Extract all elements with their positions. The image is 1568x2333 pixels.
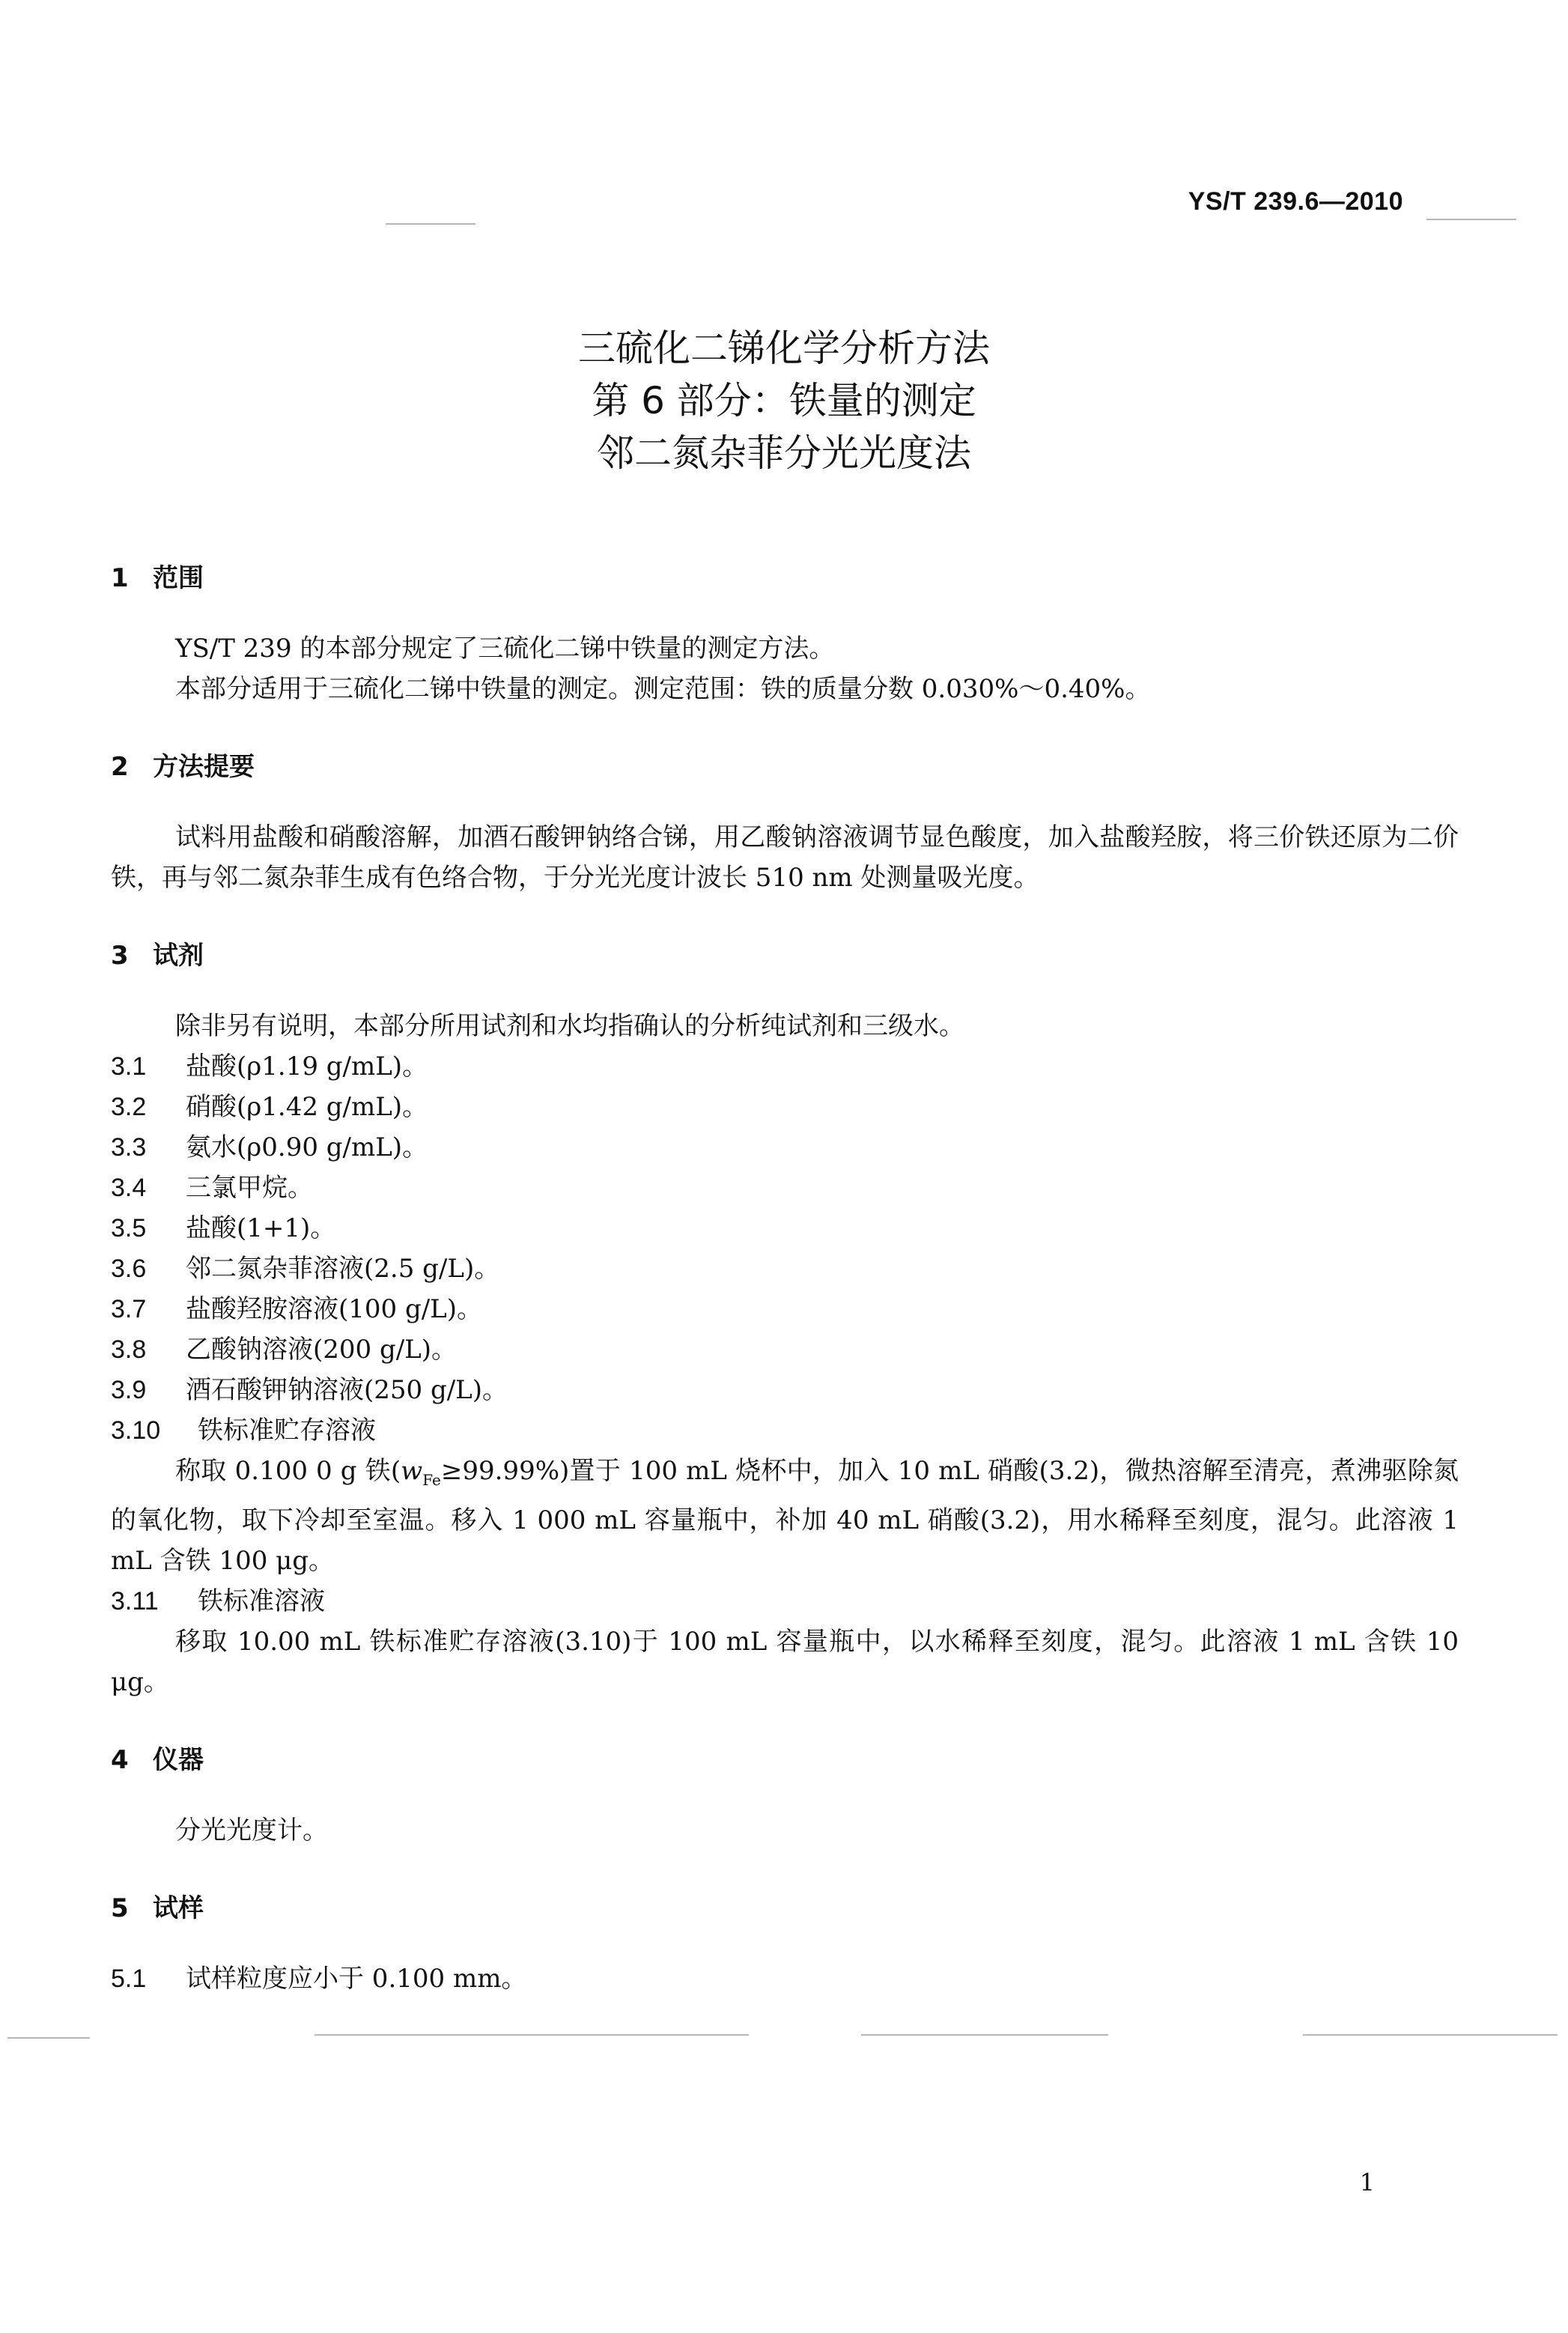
section-title: 试剂 [153,941,204,971]
scan-noise [314,2034,749,2036]
list-item [111,1959,1459,1999]
item-number: 3.1 [111,1052,147,1081]
item-text: 三氯甲烷。 [186,1173,313,1203]
item-text: 硝酸(ρ1.42 g/mL)。 [186,1092,428,1122]
list-item [111,1289,1459,1329]
section-number: 5 [111,1893,129,1923]
item-text: 乙酸钠溶液(200 g/L)。 [186,1335,458,1365]
standard-code: YS/T 239.6—2010 [1188,187,1403,216]
section-number: 4 [111,1744,129,1775]
item-number: 5.1 [111,1964,147,1993]
item-text: 酒石酸钾钠溶液(250 g/L)。 [186,1375,508,1405]
item-number: 3.3 [111,1133,147,1162]
item-number: 3.7 [111,1295,147,1323]
title-line-1: 三硫化二锑化学分析方法 [578,327,990,370]
paragraph: 除非另有说明，本部分所用试剂和水均指确认的分析纯试剂和三级水。 [175,1011,964,1041]
subsection-heading-iron-stock [111,1410,1459,1451]
list-item [111,1087,1459,1127]
list-item [111,1249,1459,1289]
list-item [111,1168,1459,1208]
scan-noise [1426,219,1516,220]
paragraph-iron-stock [111,1451,1459,1581]
section-number: 3 [111,941,129,971]
list-item [111,1329,1459,1370]
item-text: 盐酸(ρ1.19 g/mL)。 [186,1052,428,1081]
scan-noise [861,2034,1108,2036]
section-heading-principle [111,747,1459,787]
paragraph: 试料用盐酸和硝酸溶解，加酒石酸钾钠络合锑，用乙酸钠溶液调节显色酸度，加入盐酸羟胺，将三价铁还原为二价铁，再与邻二氮杂菲生成有色络合物，于分光光度计波长 510 nm 处测量吸光度。 [111,822,1459,893]
section-heading-sample [111,1888,1459,1929]
document-body [111,558,1459,1999]
document-title [0,322,1568,479]
section-heading-scope [111,558,1459,598]
text-part: 称取 0.100 0 g 铁( [175,1456,401,1486]
item-number: 3.8 [111,1335,147,1364]
item-text: 邻二氮杂菲溶液(2.5 g/L)。 [186,1254,500,1284]
list-item [111,1127,1459,1168]
scan-noise [1303,2034,1558,2036]
paragraph: 分光光度计。 [175,1815,328,1845]
item-text: 盐酸(1+1)。 [186,1213,336,1243]
paragraph: YS/T 239 的本部分规定了三硫化二锑中铁量的测定方法。 [175,634,835,664]
section-title: 仪器 [153,1744,204,1775]
list-item [111,1208,1459,1249]
subsection-number: 3.10 [111,1416,161,1445]
scan-noise [386,223,475,225]
title-line-2: 第 6 部分：铁量的测定 [592,379,976,422]
scan-noise [7,2037,90,2039]
item-text: 氨水(ρ0.90 g/mL)。 [186,1132,428,1162]
item-number: 3.2 [111,1093,147,1121]
item-number: 3.5 [111,1214,147,1243]
item-number: 3.9 [111,1376,147,1404]
text-part: ≥99.99%)置于 100 mL 烧杯中，加入 10 mL 硝酸(3.2)，微热溶解至清亮，煮沸驱除氮的氧化物，取下冷却至室温。移入 1 000 mL 容量瓶中，补加 40 mL 硝酸(3.2)，用水稀释至刻度，混匀。此溶液 1 mL 含铁 100 μg。 [111,1456,1459,1576]
section-title: 试样 [153,1893,204,1923]
item-number: 3.6 [111,1255,147,1283]
mass-fraction-subscript: Fe [422,1470,441,1489]
mass-fraction-symbol: w [401,1456,423,1486]
section-number: 1 [111,563,129,593]
page-number: 1 [1359,2168,1375,2197]
section-title: 方法提要 [153,752,255,782]
section-title: 范围 [153,563,204,593]
section-heading-reagents [111,935,1459,976]
item-text: 试样粒度应小于 0.100 mm。 [186,1963,527,1994]
item-number: 3.4 [111,1174,147,1202]
subsection-number: 3.11 [111,1586,159,1615]
list-item [111,1046,1459,1087]
item-text: 盐酸羟胺溶液(100 g/L)。 [186,1294,483,1324]
paragraph: 移取 10.00 mL 铁标准贮存溶液(3.10)于 100 mL 容量瓶中，以水稀释至刻度，混匀。此溶液 1 mL 含铁 10 μg。 [111,1626,1459,1697]
section-heading-apparatus [111,1740,1459,1780]
paragraph: 本部分适用于三硫化二锑中铁量的测定。测定范围：铁的质量分数 0.030%～0.40%。 [175,674,1151,704]
subsection-heading-iron-standard [111,1581,1459,1621]
list-item [111,1370,1459,1410]
subsection-title: 铁标准贮存溶液 [198,1416,376,1445]
section-number: 2 [111,752,129,782]
title-line-3: 邻二氮杂菲分光光度法 [597,431,971,475]
subsection-title: 铁标准溶液 [198,1586,325,1616]
